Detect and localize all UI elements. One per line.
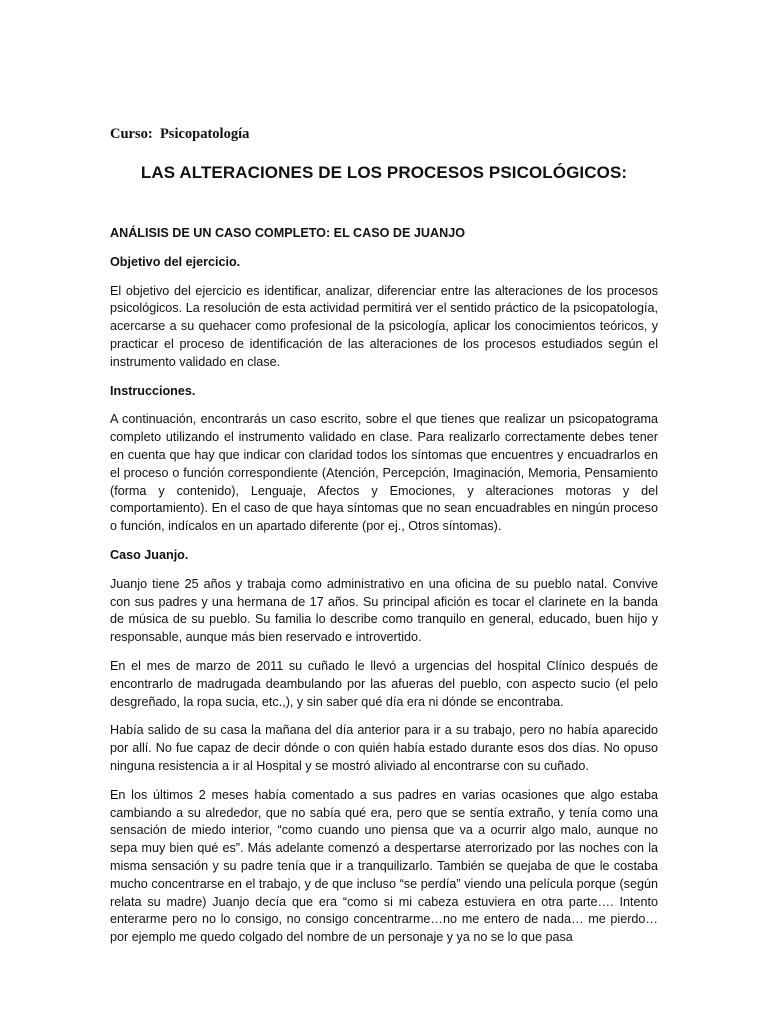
case-paragraph: Juanjo tiene 25 años y trabaja como administrativo en una oficina de su pueblo natal. Convive con sus padres y una hermana de 17 años. Su principal afición es tocar el clarinete en la banda de música de su pueblo. Su familia lo describe como tranquilo en general, educado, buen hijo y responsable, aunque más bien reservado e introvertido.	[110, 576, 658, 645]
objective-paragraph: El objetivo del ejercicio es identificar, analizar, diferenciar entre las alteraciones de los procesos psicológicos. La resolución de esta actividad permitirá ver el sentido práctico de la psicopatología, acercarse a su quehacer como profesional de la psicología, aplicar los conocimientos teóricos, y practicar el proceso de identificación de las alteraciones de los procesos estudiados según el instrumento validado en clase.	[110, 283, 658, 369]
document-body	[110, 225, 658, 958]
instructions-paragraph: A continuación, encontrarás un caso escrito, sobre el que tienes que realizar un psicopatograma completo utilizando el instrumento validado en clase. Para realizarlo correctamente debes tener en cuenta que hay que indicar con claridad todos los síntomas que encuentres y encuadrarlos en el proceso o función correspondiente (Atención, Percepción, Imaginación, Memoria, Pensamiento (forma y contenido), Lenguaje, Afectos y Emociones, y alteraciones motoras y del comportamiento). En el caso de que haya síntomas que no sean encuadrables en ningún proceso o función, indícalos en un apartado diferente (por ej., Otros síntomas).	[110, 412, 658, 534]
instructions-heading: Instrucciones.	[110, 383, 196, 398]
course-label: Curso: Psicopatología	[110, 126, 250, 142]
page-title: LAS ALTERACIONES DE LOS PROCESOS PSICOLÓGICOS:	[140, 163, 628, 182]
objective-heading: Objetivo del ejercicio.	[110, 254, 241, 269]
case-paragraph: En el mes de marzo de 2011 su cuñado le llevó a urgencias del hospital Clínico después de encontrarlo de madrugada deambulando por las afueras del pueblo, con aspecto sucio (el pelo desgreñado, la ropa sucia, etc.,), y sin saber qué día era ni dónde se encontraba.	[110, 658, 658, 709]
case-paragraph: Había salido de su casa la mañana del día anterior para ir a su trabajo, pero no había aparecido por allí. No fue capaz de decir dónde o con quién había estado durante esos dos días. No opuso ninguna resistencia a ir al Hospital y se mostró aliviado al encontrarse con su cuñado.	[110, 723, 658, 773]
case-heading: ANÁLISIS DE UN CASO COMPLETO: EL CASO DE JUANJO	[110, 226, 465, 240]
case-paragraph: En los últimos 2 meses había comentado a sus padres en varias ocasiones que algo estaba cambiando a su alrededor, que no sabía qué era, pero que se sentía extraño, y tenía como una sensación de miedo interior, “como cuando uno piensa que va a ocurrir algo malo, aunque no sepa muy bien qué es”. Más adelante comenzó a despertarse aterrorizado por las noches con la misma sensación y su padre tenía que ir a tranquilizarlo. También se quejaba de que le costaba mucho concentrarse en el trabajo, y de que incluso “se perdía” viendo una película porque (según relata su madre) Juanjo decía que era “como si mi cabeza estuviera en otra parte…. Intento enterarme pero no lo consigo, no consigo concentrarme…no me entero de nada… me pierdo… por ejemplo me quedo colgado del nombre de un personaje y ya no se lo que pasa	[110, 787, 658, 945]
case-juanjo-heading: Caso Juanjo.	[110, 547, 189, 562]
